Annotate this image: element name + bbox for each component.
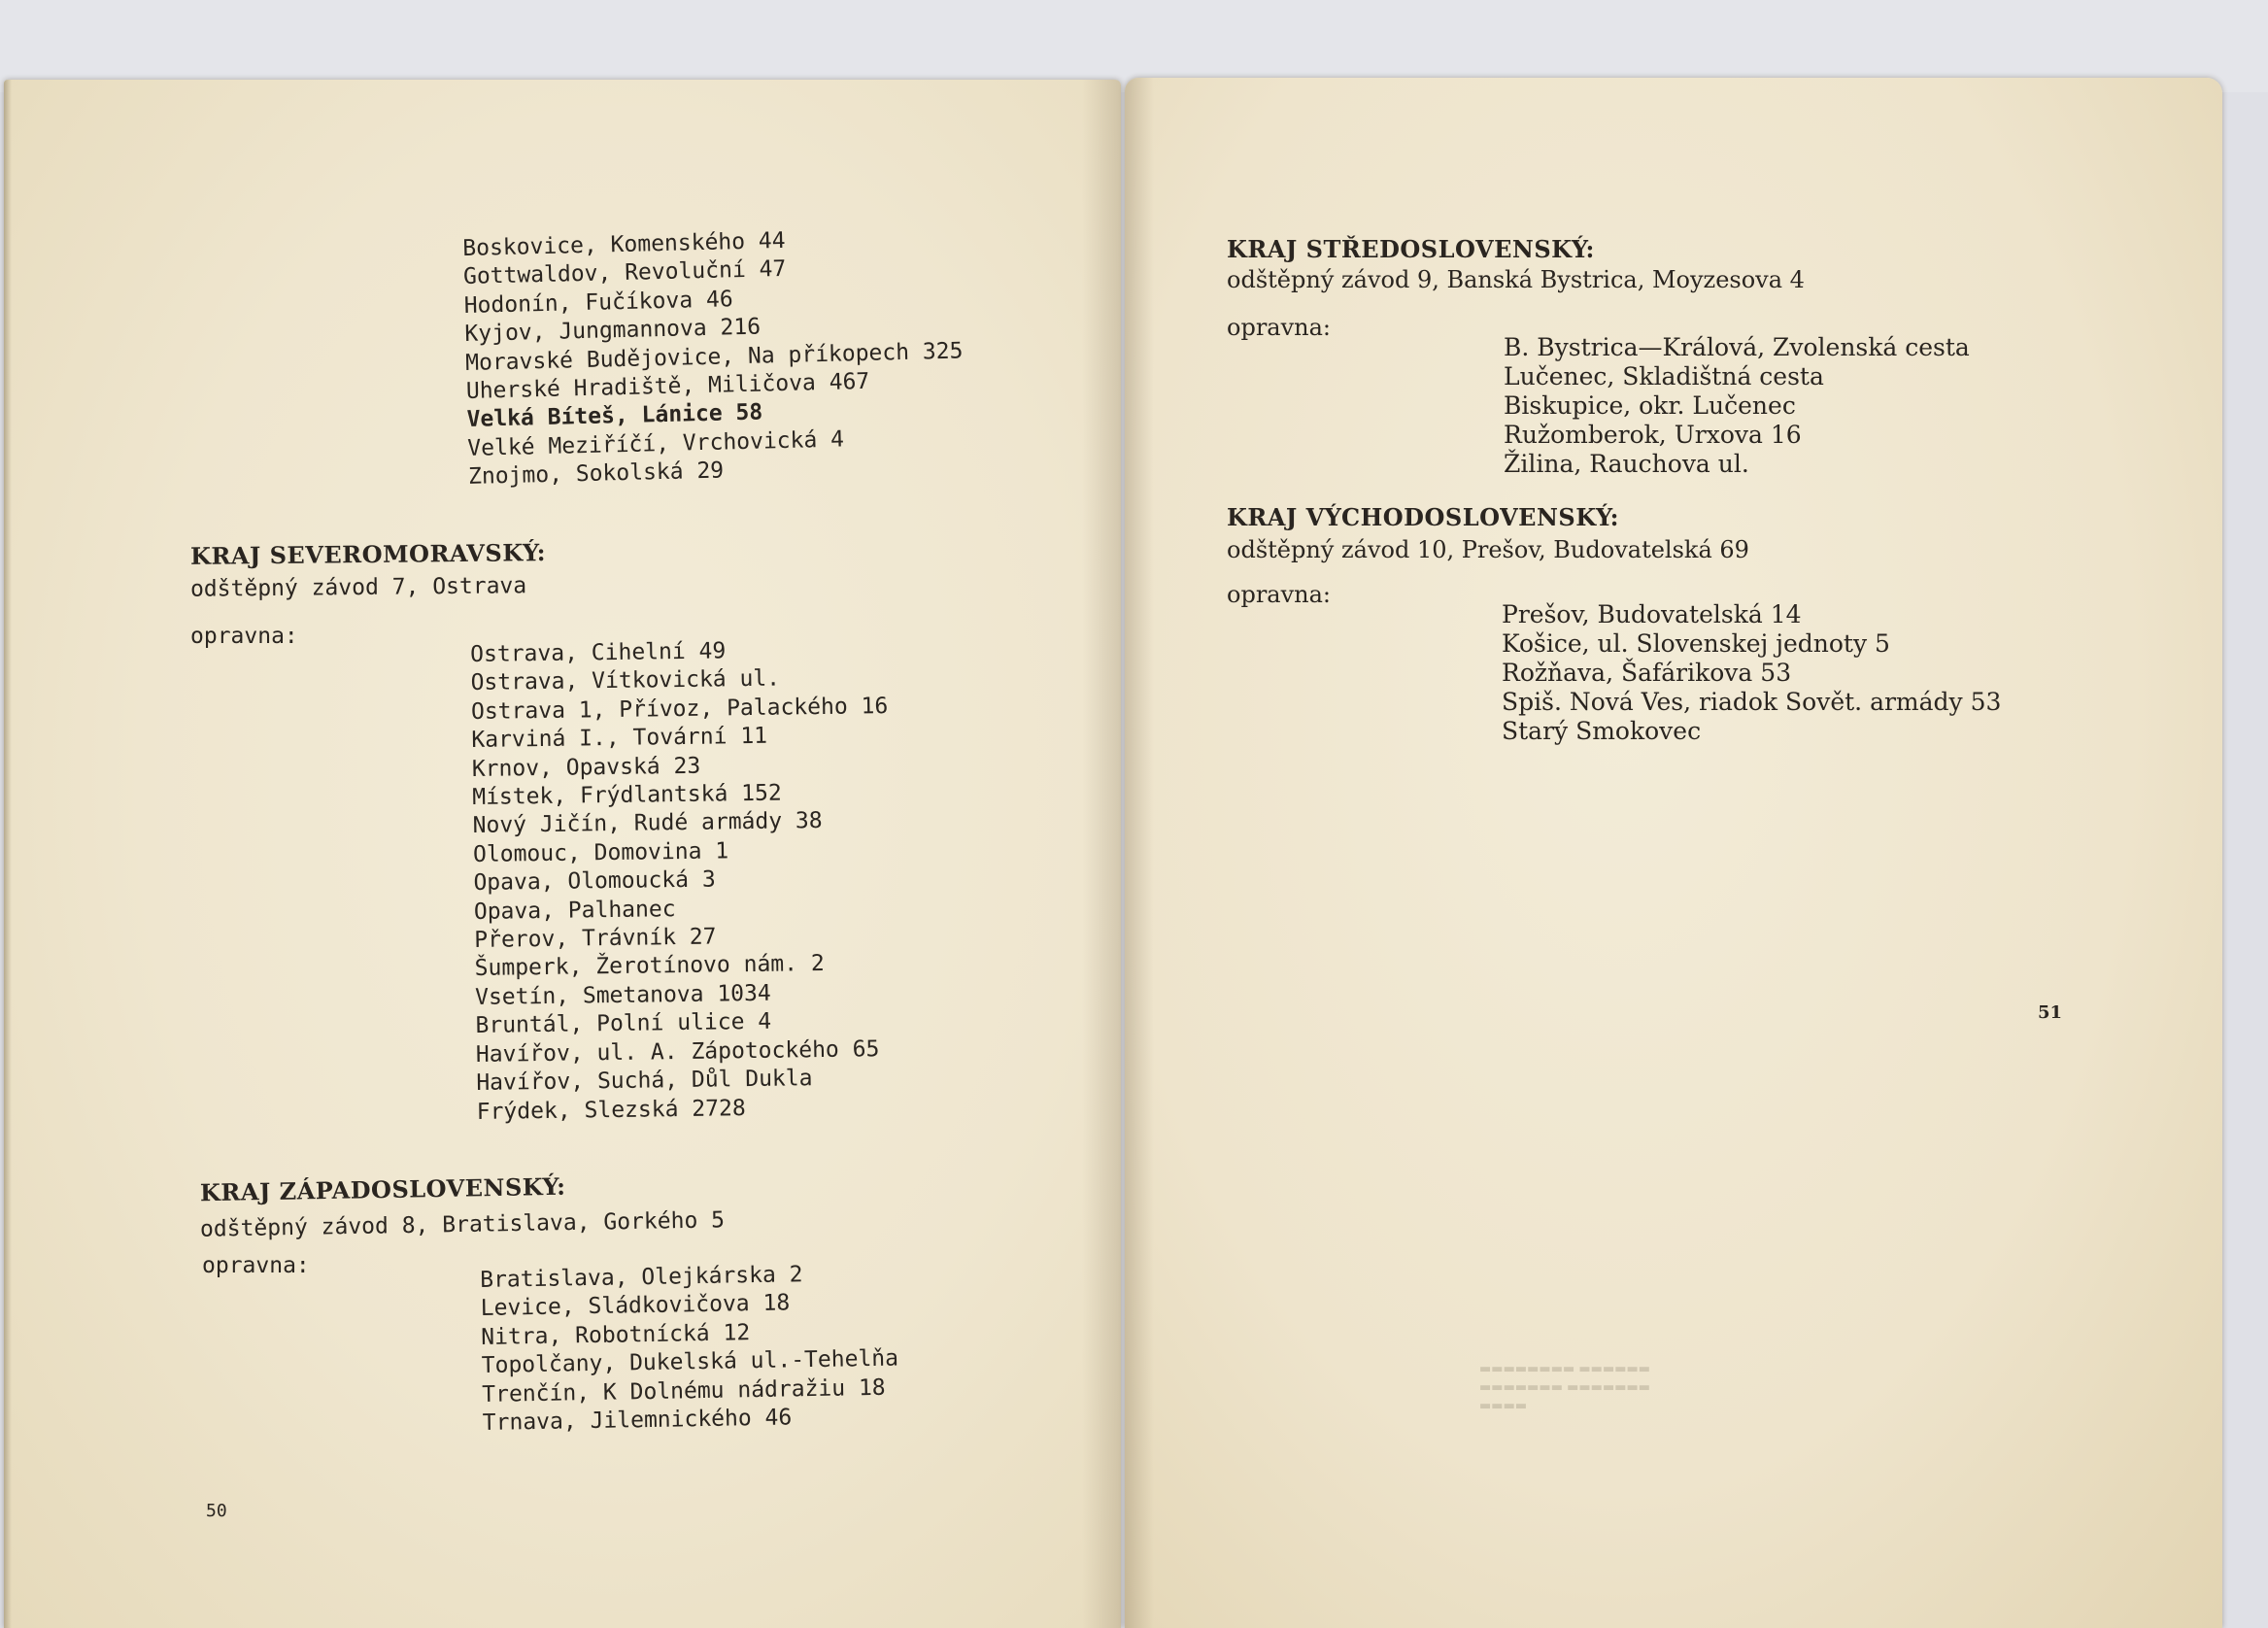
list-item: Starý Smokovec [1502, 717, 1702, 745]
list-item: Opava, Olomoucká 3 [473, 866, 716, 897]
repair-label: opravna: [1227, 581, 1332, 608]
list-item: Lučenec, Skladištná cesta [1504, 362, 1824, 390]
section-heading: KRAJ STŘEDOSLOVENSKÝ: [1227, 235, 1595, 263]
list-item: Bruntál, Polní ulice 4 [475, 1008, 772, 1039]
list-item: Levice, Sládkovičova 18 [480, 1290, 791, 1322]
list-item: Vsetín, Smetanova 1034 [474, 980, 771, 1010]
list-item: Znojmo, Sokolská 29 [467, 458, 725, 491]
list-item: Nitra, Robotnícká 12 [481, 1319, 751, 1350]
branch-line: odštěpný závod 7, Ostrava [189, 573, 527, 602]
section-heading: KRAJ ZÁPADOSLOVENSKÝ: [199, 1171, 566, 1207]
list-item: Velká Bíteš, Lánice 58 [466, 399, 763, 433]
list-item: Rožňava, Šafárikova 53 [1502, 659, 1792, 687]
section-heading: KRAJ SEVEROMORAVSKÝ: [189, 538, 547, 570]
list-item: B. Bystrica—Králová, Zvolenská cesta [1504, 333, 1970, 361]
list-item: Trenčín, K Dolnému nádražiu 18 [482, 1374, 886, 1408]
repair-label: opravna: [1227, 314, 1332, 341]
list-item: Karviná I., Tovární 11 [471, 723, 768, 754]
list-item: Ostrava, Cihelní 49 [470, 638, 727, 667]
list-item: Gottwaldov, Revoluční 47 [462, 256, 787, 290]
branch-line: odštěpný závod 9, Banská Bystrica, Moyzesova 4 [1227, 266, 1805, 293]
list-item: Ružomberok, Urxova 16 [1504, 421, 1802, 449]
left-page [4, 80, 1121, 1628]
list-item: Přerov, Trávník 27 [474, 924, 717, 954]
page-number: 51 [2038, 1002, 2063, 1023]
list-item: Havířov, Suchá, Důl Dukla [476, 1066, 813, 1097]
list-item: Krnov, Opavská 23 [471, 753, 701, 782]
list-item: Moravské Budějovice, Na příkopech 325 [464, 338, 964, 376]
page-number: 50 [206, 1501, 227, 1521]
list-item: Olomouc, Domovina 1 [472, 838, 729, 867]
page-edge-shadow [4, 80, 12, 1628]
list-item: Spiš. Nová Ves, riadok Sovět. armády 53 [1502, 688, 2002, 716]
list-item: Trnava, Jilemnického 46 [482, 1405, 793, 1437]
list-item: Hodonín, Fučíkova 46 [463, 287, 733, 319]
list-item: Uherské Hradiště, Miličova 467 [465, 368, 870, 404]
show-through-text: ▬▬▬▬▬▬▬▬ ▬▬▬▬▬▬ ▬▬▬▬▬▬▬ ▬▬▬▬▬▬▬ ▬▬▬▬ [1479, 1362, 1651, 1413]
repair-label: opravna: [202, 1253, 310, 1278]
list-item: Žilina, Rauchova ul. [1504, 450, 1749, 478]
list-item: Opava, Palhanec [473, 896, 676, 925]
list-item: Nový Jičín, Rudé armády 38 [472, 808, 823, 839]
list-item: Místek, Frýdlantská 152 [472, 780, 782, 811]
section-heading: KRAJ VÝCHODOSLOVENSKÝ: [1227, 503, 1619, 531]
list-item: Frýdek, Slezská 2728 [476, 1095, 746, 1125]
continued-location-list [462, 222, 966, 492]
list-item: Boskovice, Komenského 44 [462, 227, 786, 261]
list-item: Ostrava, Vítkovická ul. [470, 665, 781, 696]
binding-gutter-shadow [1125, 78, 1154, 1628]
right-page [1125, 78, 2222, 1628]
location-list [1504, 333, 1970, 479]
location-list [470, 635, 894, 1127]
list-item: Šumperk, Žerotínovo nám. 2 [474, 951, 825, 982]
list-item: Topolčany, Dukelská ul.-Tehelňa [481, 1345, 899, 1379]
list-item: Košice, ul. Slovenskej jednoty 5 [1502, 629, 1890, 658]
list-item: Ostrava 1, Přívoz, Palackého 16 [470, 693, 889, 725]
list-item: Kyjov, Jungmannova 216 [464, 314, 762, 348]
list-item: Velké Meziříčí, Vrchovická 4 [467, 426, 845, 461]
list-item: Biskupice, okr. Lučenec [1504, 391, 1796, 420]
list-item: Havířov, ul. A. Zápotockého 65 [475, 1035, 880, 1068]
branch-line: odštěpný závod 10, Prešov, Budovatelská 69 [1227, 536, 1749, 563]
binding-gutter-shadow [1082, 80, 1121, 1628]
repair-label: opravna: [190, 624, 298, 649]
branch-line: odštěpný závod 8, Bratislava, Gorkého 5 [199, 1207, 726, 1242]
location-list [480, 1260, 899, 1439]
list-item: Prešov, Budovatelská 14 [1502, 600, 1802, 628]
location-list [1502, 600, 2001, 746]
list-item: Bratislava, Olejkárska 2 [480, 1262, 803, 1293]
